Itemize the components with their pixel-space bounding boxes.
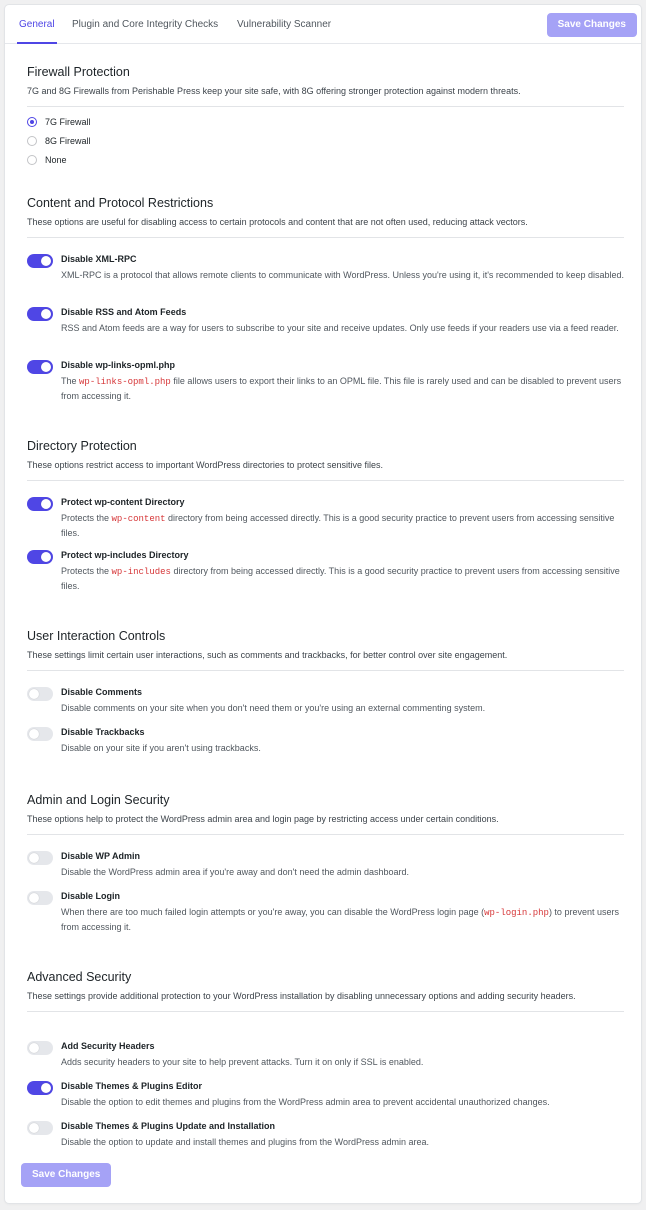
option-description: The wp-links-opml.php file allows users to export their links to an OPML file. This file is rarely used and can be disabled to prevent users from accessing it. <box>61 376 622 401</box>
toggle-switch[interactable] <box>27 1041 53 1055</box>
user-interaction-section <box>27 628 624 671</box>
tab-integrity-checks[interactable]: Plugin and Core Integrity Checks <box>72 19 219 30</box>
section-title: User Interaction Controls <box>27 629 166 643</box>
section-title: Content and Protocol Restrictions <box>27 196 214 210</box>
advanced-security-section <box>27 969 624 1012</box>
option-title: Disable Trackbacks <box>61 727 145 737</box>
section-description: These options help to protect the WordPress admin area and login page by restricting access under certain conditions. <box>27 814 499 824</box>
radio-label: None <box>45 155 67 165</box>
section-title: Firewall Protection <box>27 65 130 79</box>
option-description: Adds security headers to your site to help prevent attacks. Turn it on only if SSL is enabled. <box>61 1057 424 1067</box>
section-title: Admin and Login Security <box>27 793 170 807</box>
section-description: 7G and 8G Firewalls from Perishable Press keep your site safe, with 8G offering stronger protection against modern threats. <box>27 86 521 96</box>
save-changes-button-top[interactable]: Save Changes <box>547 13 637 37</box>
radio-button[interactable] <box>27 136 37 146</box>
section-title: Advanced Security <box>27 970 132 984</box>
section-title: Directory Protection <box>27 439 137 453</box>
toggle-switch[interactable] <box>27 254 53 268</box>
admin-login-section <box>27 792 624 835</box>
section-description: These settings limit certain user interactions, such as comments and trackbacks, for better control over site engagement. <box>27 650 508 660</box>
radio-7g-firewall[interactable] <box>27 115 91 129</box>
tab-bar <box>5 5 641 44</box>
toggle-switch[interactable] <box>27 727 53 741</box>
toggle-switch[interactable] <box>27 497 53 511</box>
toggle-switch[interactable] <box>27 1121 53 1135</box>
tab-general[interactable]: General <box>17 5 57 44</box>
option-description: Disable the option to edit themes and plugins from the WordPress admin area to prevent accidental unauthorized changes. <box>61 1097 550 1107</box>
option-title: Disable Themes & Plugins Editor <box>61 1081 203 1091</box>
code-snippet: wp-content <box>111 514 166 524</box>
option-description: Disable the option to update and install themes and plugins from the WordPress admin area. <box>61 1137 430 1147</box>
toggle-switch[interactable] <box>27 891 53 905</box>
option-title: Disable Themes & Plugins Update and Installation <box>61 1121 276 1131</box>
advanced-security-options <box>27 1040 624 1150</box>
section-description: These options are useful for disabling access to certain protocols and content that are not often used, reducing attack vectors. <box>27 217 528 227</box>
option-title: Disable wp-links-opml.php <box>61 360 176 370</box>
radio-8g-firewall[interactable] <box>27 134 91 148</box>
code-snippet: wp-includes <box>111 567 171 577</box>
option-title: Disable XML-RPC <box>61 254 137 264</box>
option-title: Disable RSS and Atom Feeds <box>61 307 187 317</box>
option-description: Protects the wp-content directory from being accessed directly. This is a good security practice to prevent users from accessing sensitive files. <box>61 513 615 538</box>
option-description: Protects the wp-includes directory from being accessed directly. This is a good security practice to prevent users from accessing sensitive files. <box>61 566 620 591</box>
admin-login-options <box>27 850 624 940</box>
section-description: These options restrict access to important WordPress directories to protect sensitive files. <box>27 460 383 470</box>
option-title: Disable Login <box>61 891 121 901</box>
toggle-switch[interactable] <box>27 360 53 374</box>
toggle-switch[interactable] <box>27 687 53 701</box>
option-title: Add Security Headers <box>61 1041 155 1051</box>
code-snippet: wp-links-opml.php <box>79 377 171 387</box>
radio-label: 7G Firewall <box>45 117 91 127</box>
option-description: Disable comments on your site when you don't need them or you're using an external commenting system. <box>61 703 486 713</box>
save-changes-button-bottom[interactable]: Save Changes <box>21 1163 111 1187</box>
toggle-switch[interactable] <box>27 1081 53 1095</box>
option-title: Disable WP Admin <box>61 851 141 861</box>
content-restrictions-section <box>27 195 624 238</box>
code-snippet: wp-login.php <box>484 908 549 918</box>
tab-vulnerability-scanner[interactable]: Vulnerability Scanner <box>237 19 332 30</box>
option-description: RSS and Atom feeds are a way for users to subscribe to your site and receive updates. Only use feeds if your readers use via a feed reader. <box>61 323 619 333</box>
option-description: When there are too much failed login attempts or you're away, you can disable the WordPress login page (wp-login.php) to prevent users from accessing it. <box>61 907 619 932</box>
user-interaction-options <box>27 686 624 756</box>
directory-protection-options <box>27 496 624 596</box>
radio-label: 8G Firewall <box>45 136 91 146</box>
directory-protection-section <box>27 438 624 481</box>
section-divider <box>27 834 624 835</box>
radio-button[interactable] <box>27 155 37 165</box>
content-restrictions-options <box>27 253 624 413</box>
radio-button[interactable] <box>27 117 37 127</box>
radio-no-firewall[interactable] <box>27 153 67 167</box>
settings-panel <box>5 5 641 1203</box>
option-title: Disable Comments <box>61 687 143 697</box>
section-divider <box>27 1011 624 1012</box>
option-title: Protect wp-includes Directory <box>61 550 189 560</box>
option-title: Protect wp-content Directory <box>61 497 185 507</box>
option-description: Disable the WordPress admin area if you're away and don't need the admin dashboard. <box>61 867 409 877</box>
section-divider <box>27 670 624 671</box>
section-divider <box>27 480 624 481</box>
toggle-switch[interactable] <box>27 851 53 865</box>
toggle-switch[interactable] <box>27 550 53 564</box>
section-divider <box>27 237 624 238</box>
section-description: These settings provide additional protection to your WordPress installation by disabling unnecessary options and adding security headers. <box>27 991 576 1001</box>
option-description: Disable on your site if you aren't using trackbacks. <box>61 743 261 753</box>
option-description: XML-RPC is a protocol that allows remote clients to communicate with WordPress. Unless you're using it, it's recommended to keep disabled. <box>61 270 625 280</box>
firewall-section <box>27 64 624 167</box>
toggle-switch[interactable] <box>27 307 53 321</box>
